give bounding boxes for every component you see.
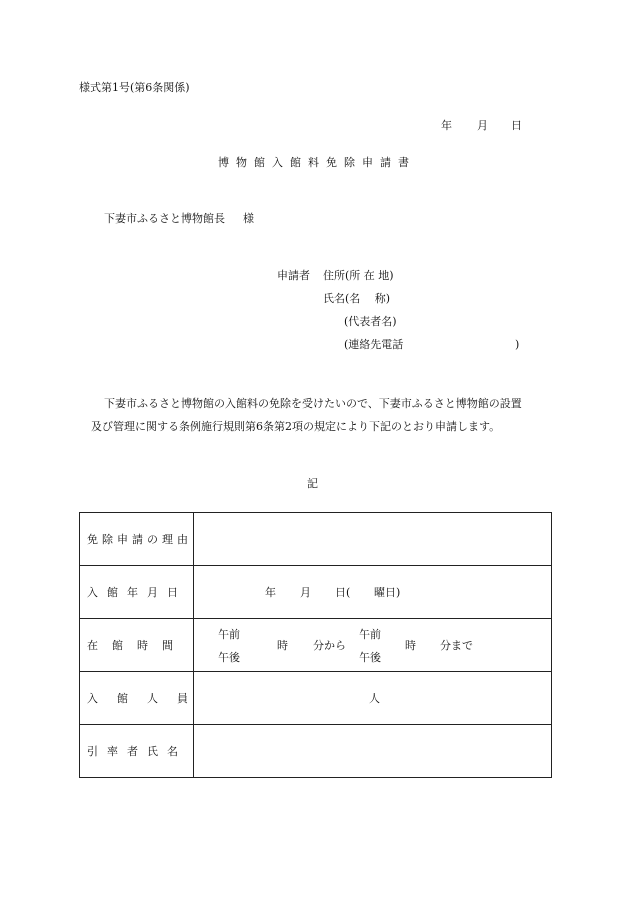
people-label: 入館人員 [87, 692, 207, 705]
from-am: 午前 [218, 628, 240, 641]
table-row-reason [80, 513, 552, 566]
people-unit: 人 [369, 692, 380, 705]
addressee-name: 下妻市ふるさと博物館長 [104, 212, 225, 225]
visit-year: 年 [265, 586, 276, 599]
visit-month: 月 [300, 586, 311, 599]
visit-day: 日( [335, 586, 351, 599]
table-row-people [80, 672, 552, 725]
applicant-phone-close: ) [515, 338, 520, 351]
ki-heading: 記 [307, 477, 318, 490]
to-am: 午前 [359, 628, 381, 641]
application-table [79, 512, 552, 778]
form-number: 様式第1号(第6条関係) [79, 81, 190, 94]
leader-value-cell[interactable] [194, 725, 552, 778]
date-day: 日 [511, 119, 522, 132]
applicant-name-label: 氏名(名 称) [323, 292, 391, 305]
date-label: 入館年月日 [87, 586, 187, 599]
visit-weekday: 曜日) [374, 586, 401, 599]
body-text-line1: 下妻市ふるさと博物館の入館料の免除を受けたいので、下妻市ふるさと博物館の設置 [104, 397, 522, 410]
table-row-leader [80, 725, 552, 778]
applicant-representative-label: (代表者名) [344, 315, 397, 328]
body-text-line2: 及び管理に関する条例施行規則第6条第2項の規定により下記のとおり申請します。 [91, 420, 501, 433]
time-label: 在館時間 [87, 639, 187, 652]
addressee-honorific: 様 [243, 212, 254, 225]
leader-label: 引率者氏名 [87, 745, 187, 758]
time-value-cell[interactable] [194, 619, 552, 672]
from-hour: 時 [277, 639, 288, 652]
from-minute: 分から [313, 639, 346, 652]
table-row-time [80, 619, 552, 672]
date-month: 月 [477, 119, 488, 132]
applicant-address-label: 住所(所 在 地) [323, 269, 394, 282]
applicant-label: 申請者 [277, 269, 310, 282]
to-pm: 午後 [359, 651, 381, 664]
reason-value-cell[interactable] [194, 513, 552, 566]
date-value-cell[interactable] [194, 566, 552, 619]
date-year: 年 [441, 119, 452, 132]
people-value-cell[interactable] [194, 672, 552, 725]
reason-label: 免除申請の理由 [87, 533, 192, 546]
applicant-phone-label: (連絡先電話 [344, 338, 404, 351]
from-pm: 午後 [218, 651, 240, 664]
to-hour: 時 [405, 639, 416, 652]
document-title: 博物館入館料免除申請書 [218, 156, 416, 169]
table-row-date [80, 566, 552, 619]
to-minute: 分まで [440, 639, 473, 652]
